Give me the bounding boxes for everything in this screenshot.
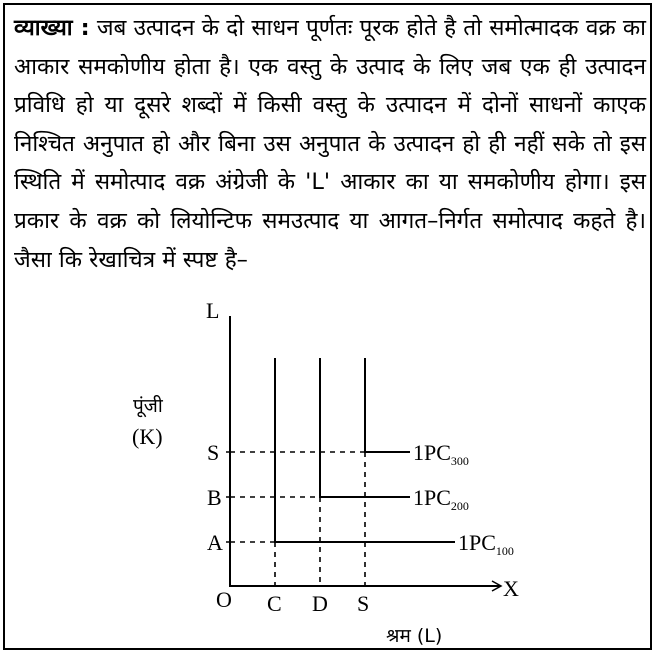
isoquant-label-100: $1PC_{100}$	[458, 530, 514, 558]
x-tick-c: C	[267, 591, 282, 616]
dashed-guide-lines	[230, 452, 365, 586]
y-tick-labels	[207, 440, 230, 555]
y-tick-a-1: A	[207, 530, 223, 555]
x-tick-labels	[267, 591, 369, 616]
isoquant-300	[365, 358, 410, 452]
x-tick-s: S	[357, 591, 370, 616]
x-axis-title: श्रम (L)	[386, 625, 443, 647]
isoquant-labels	[413, 440, 514, 558]
y-axis-title-line1: पूंजी	[133, 395, 163, 417]
origin-label: O	[216, 587, 232, 612]
x-tick-d: D	[312, 591, 328, 616]
explanation-lead: व्याख्या :	[14, 15, 90, 41]
y-axis-top-label: L	[206, 298, 220, 323]
y-tick-b-2: B	[207, 485, 222, 510]
isoquant-label-300: $1PC_{300}$	[413, 440, 469, 468]
explanation-text: जब उत्पादन के दो साधन पूर्णतः पूरक होते है तो समोत्मादक वक्र का आकार समकोणीय होता है। एक वस्तु के उत्पाद के लिए जब एक ही उत्पादन प्रविधि हो या दूसरे शब्दों में किसी वस्तु के उत्पादन में दोनों साधनों काएक निश्चित अनुपात हो और बिना उस अनुपात के उत्पादन हो ही नहीं सके तो इस स्थिति में समोत्पाद वक्र अंग्रेजी के 'L' आकार का या समकोणीय होगा। इस प्रकार के वक्र को लियोन्टिफ समउत्पाद या आगत–निर्गत समोत्पाद कहते है। जैसा कि रेखाचित्र में स्पष्ट है–	[14, 15, 646, 273]
y-axis-title-line2: (K)	[132, 424, 163, 449]
isoquant-label-200: $1PC_{200}$	[413, 485, 469, 513]
x-axis-end-label: X	[503, 576, 519, 601]
y-tick-s-3: S	[207, 440, 220, 465]
